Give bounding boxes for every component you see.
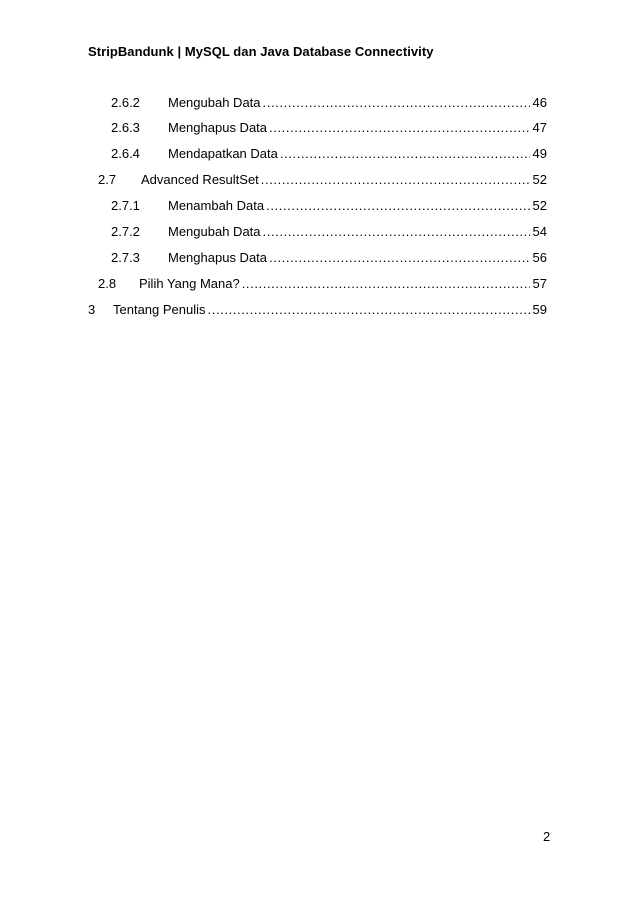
toc-entry-title: Tentang Penulis: [113, 302, 206, 317]
toc-entry-page: 57: [532, 276, 547, 291]
toc-entry-page: 52: [532, 198, 547, 213]
toc-entry-page: 46: [532, 95, 547, 110]
toc-leader-dots: [269, 249, 530, 267]
toc-leader-dots: [261, 171, 530, 189]
toc-entry-number: 2.7.1: [111, 198, 140, 213]
toc-entry-number: 2.6.3: [111, 120, 140, 135]
toc-entry-title: Mengubah Data: [168, 95, 261, 110]
toc-leader-dots: [280, 145, 530, 163]
toc-entry-page: 49: [532, 146, 547, 161]
toc-entry-title: Mendapatkan Data: [168, 146, 278, 161]
toc-leader-dots: [208, 301, 530, 319]
toc-entry-number: 2.7: [98, 172, 117, 187]
page-number: 2: [543, 829, 551, 844]
toc-entry-number: 3: [88, 302, 96, 317]
toc-entry[interactable]: [0, 145, 638, 163]
toc-entry[interactable]: [0, 223, 638, 241]
toc-entry-title: Menghapus Data: [168, 120, 268, 135]
toc-entry-number: 2.7.2: [111, 224, 140, 239]
toc-entry-number: 2.6.2: [111, 95, 140, 110]
toc-entry-page: 56: [532, 250, 547, 265]
toc-entry-page: 54: [532, 224, 547, 239]
toc-entry-number: 2.6.4: [111, 146, 140, 161]
toc-entry-title: Mengubah Data: [168, 224, 261, 239]
toc-entry[interactable]: [0, 301, 638, 319]
toc-entry[interactable]: [0, 171, 638, 189]
toc-entry-number: 2.8: [98, 276, 117, 291]
toc-entry-page: 59: [532, 302, 547, 317]
toc-entry[interactable]: [0, 249, 638, 267]
toc-leader-dots: [266, 197, 529, 215]
toc-entry-page: 52: [532, 172, 547, 187]
toc-leader-dots: [269, 119, 530, 137]
toc-leader-dots: [242, 275, 530, 293]
toc-leader-dots: [263, 94, 530, 112]
toc-entry[interactable]: [0, 197, 638, 215]
toc-entry-number: 2.7.3: [111, 250, 140, 265]
toc-entry-page: 47: [532, 120, 547, 135]
toc-leader-dots: [263, 223, 530, 241]
toc-entry-title: Advanced ResultSet: [141, 172, 259, 187]
toc-entry[interactable]: [0, 94, 638, 112]
toc-entry[interactable]: [0, 275, 638, 293]
page-header: StripBandunk | MySQL dan Java Database Connectivity: [88, 44, 434, 59]
toc-entry-title: Pilih Yang Mana?: [139, 276, 240, 291]
toc-entry-title: Menambah Data: [168, 198, 265, 213]
toc-entry[interactable]: [0, 119, 638, 137]
toc-entry-title: Menghapus Data: [168, 250, 268, 265]
